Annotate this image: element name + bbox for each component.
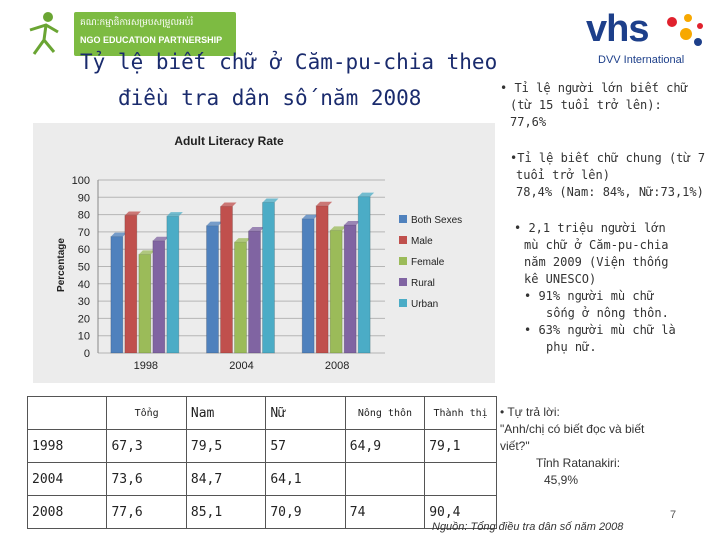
- legend-swatch: [399, 236, 407, 244]
- chart-x-ticks: [134, 360, 350, 372]
- bar-rural-2004: [249, 231, 261, 353]
- bar-both-sexes-2004: [207, 226, 219, 353]
- literacy-data-table: [27, 396, 497, 529]
- bar-urban-2008: [358, 197, 370, 353]
- table-cell: 79,1: [425, 430, 497, 463]
- bar-top-face: [167, 212, 183, 216]
- note-line: "Anh/chị có biết đọc và biết: [500, 422, 645, 436]
- adult-literacy-bar-chart: [33, 123, 495, 383]
- legend-label: Urban: [411, 299, 439, 310]
- note-overall-literacy: [510, 150, 705, 201]
- y-tick-label: 70: [77, 226, 90, 239]
- bar-both-sexes-1998: [111, 237, 123, 353]
- table-cell: 70,9: [266, 496, 345, 529]
- table-cell: 64,9: [345, 430, 424, 463]
- chart-title: Adult Literacy Rate: [174, 134, 284, 148]
- legend-label: Female: [411, 257, 445, 268]
- bar-urban-2004: [263, 202, 275, 353]
- person-icon: [18, 8, 70, 58]
- y-tick-label: 50: [77, 261, 90, 274]
- bar-top-face: [316, 202, 332, 206]
- table-header-cell: Nông thôn: [345, 397, 424, 430]
- bar-female-2004: [235, 242, 247, 353]
- y-tick-label: 60: [77, 244, 90, 257]
- table-cell: 77,6: [107, 496, 186, 529]
- bar-male-1998: [125, 215, 137, 353]
- legend-swatch: [399, 215, 407, 223]
- note-line: viết?": [500, 439, 530, 453]
- note-line: • Tỉ lệ người lớn biết chữ: [500, 81, 688, 95]
- table-header-row: [28, 397, 497, 430]
- table-row: [28, 496, 497, 529]
- table-row: [28, 430, 497, 463]
- bar-female-2008: [330, 230, 342, 353]
- table-cell: 84,7: [186, 463, 265, 496]
- legend-swatch: [399, 257, 407, 265]
- table-cell: 90,4: [425, 496, 497, 529]
- table-cell: 79,5: [186, 430, 265, 463]
- note-line: • 2,1 triệu người lớn: [514, 221, 666, 235]
- bar-top-face: [221, 202, 237, 206]
- bar-top-face: [263, 198, 279, 202]
- chart-bars: [111, 193, 374, 353]
- source-caption: Nguồn: Tổng điều tra dân số năm 2008: [432, 521, 624, 533]
- bar-urban-1998: [167, 216, 179, 353]
- note-self-report: [500, 404, 644, 489]
- note-line: 78,4% (Nam: 84%, Nữ:73,1%): [516, 185, 704, 199]
- legend-label: Male: [411, 236, 433, 247]
- chart-legend: [399, 215, 462, 310]
- table-cell: 64,1: [266, 463, 345, 496]
- x-tick-label: 2004: [229, 360, 254, 372]
- note-line: mù chữ ở Căm-pu-chia: [524, 238, 669, 252]
- dots-icon: [664, 12, 708, 50]
- note-line: 45,9%: [544, 473, 579, 487]
- table-cell: 74: [345, 496, 424, 529]
- chart-y-axis-label: Percentage: [56, 238, 67, 292]
- chart-panel: [33, 123, 495, 383]
- note-line: • 63% người mù chữ là: [524, 323, 676, 337]
- page-number: 7: [670, 509, 677, 521]
- table-row: [28, 463, 497, 496]
- y-tick-label: 100: [71, 175, 90, 187]
- table-header-cell: Tổng: [107, 397, 186, 430]
- table-header-cell: Thành thị: [425, 397, 497, 430]
- y-tick-label: 40: [77, 278, 90, 291]
- ngo-logo-khmer-text: គណៈកម្មាធិការសម្របសម្រួលអប់រំ: [80, 18, 194, 28]
- note-line: năm 2009 (Viện thống: [524, 255, 669, 269]
- table-cell: 85,1: [186, 496, 265, 529]
- table-cell: 73,6: [107, 463, 186, 496]
- table-cell: [425, 463, 497, 496]
- y-tick-label: 90: [77, 192, 90, 205]
- table-cell: [345, 463, 424, 496]
- vhs-subtitle: DVV International: [598, 54, 685, 66]
- table-cell: 2008: [28, 496, 107, 529]
- table-header-cell: [28, 397, 107, 430]
- bar-male-2004: [221, 206, 233, 353]
- y-tick-label: 10: [77, 330, 90, 343]
- bar-rural-1998: [153, 241, 165, 353]
- legend-swatch: [399, 299, 407, 307]
- bar-top-face: [358, 193, 374, 197]
- note-line: Tỉnh Ratanakiri:: [536, 456, 621, 470]
- legend-label: Rural: [411, 278, 435, 289]
- note-line: (từ 15 tuổi trở lên):: [510, 98, 662, 112]
- ngo-logo-english-text: NGO EDUCATION PARTNERSHIP: [80, 35, 223, 45]
- chart-y-ticks: [72, 175, 90, 360]
- table-cell: 1998: [28, 430, 107, 463]
- table-cell: 2004: [28, 463, 107, 496]
- note-line: • 91% người mù chữ: [524, 289, 655, 303]
- vhs-wordmark: vhs: [586, 8, 649, 50]
- table-cell: 57: [266, 430, 345, 463]
- note-line: 77,6%: [510, 115, 547, 129]
- table-cell: 67,3: [107, 430, 186, 463]
- table-header-cell: Nam: [186, 397, 265, 430]
- note-line: •Tỉ lệ biết chữ chung (từ 7: [510, 151, 706, 165]
- legend-swatch: [399, 278, 407, 286]
- note-line: • Tự trả lời:: [500, 405, 560, 419]
- y-tick-label: 80: [77, 209, 90, 222]
- y-tick-label: 0: [83, 348, 90, 360]
- bar-male-2008: [316, 206, 328, 353]
- bar-rural-2008: [344, 225, 356, 353]
- note-illiterate-adults: [514, 220, 676, 356]
- note-adult-literacy: [500, 80, 688, 131]
- page-title-line-2: điều tra dân số năm 2008: [118, 86, 422, 110]
- bar-both-sexes-2008: [302, 219, 314, 353]
- note-line: phụ nữ.: [546, 340, 597, 354]
- x-tick-label: 2008: [324, 360, 350, 372]
- x-tick-label: 1998: [133, 360, 159, 372]
- table-header-cell: Nữ: [266, 397, 345, 430]
- page-title-line-1: Tỷ lệ biết chữ ở Căm-pu-chia theo: [80, 50, 498, 74]
- dvv-international-logo: [580, 8, 710, 70]
- y-tick-label: 30: [77, 296, 90, 309]
- note-line: kê UNESCO): [524, 272, 597, 286]
- note-line: sống ở nông thôn.: [546, 306, 669, 320]
- legend-label: Both Sexes: [411, 215, 463, 226]
- bar-female-1998: [139, 254, 151, 353]
- y-tick-label: 20: [77, 313, 90, 326]
- note-line: tuổi trở lên): [516, 168, 610, 182]
